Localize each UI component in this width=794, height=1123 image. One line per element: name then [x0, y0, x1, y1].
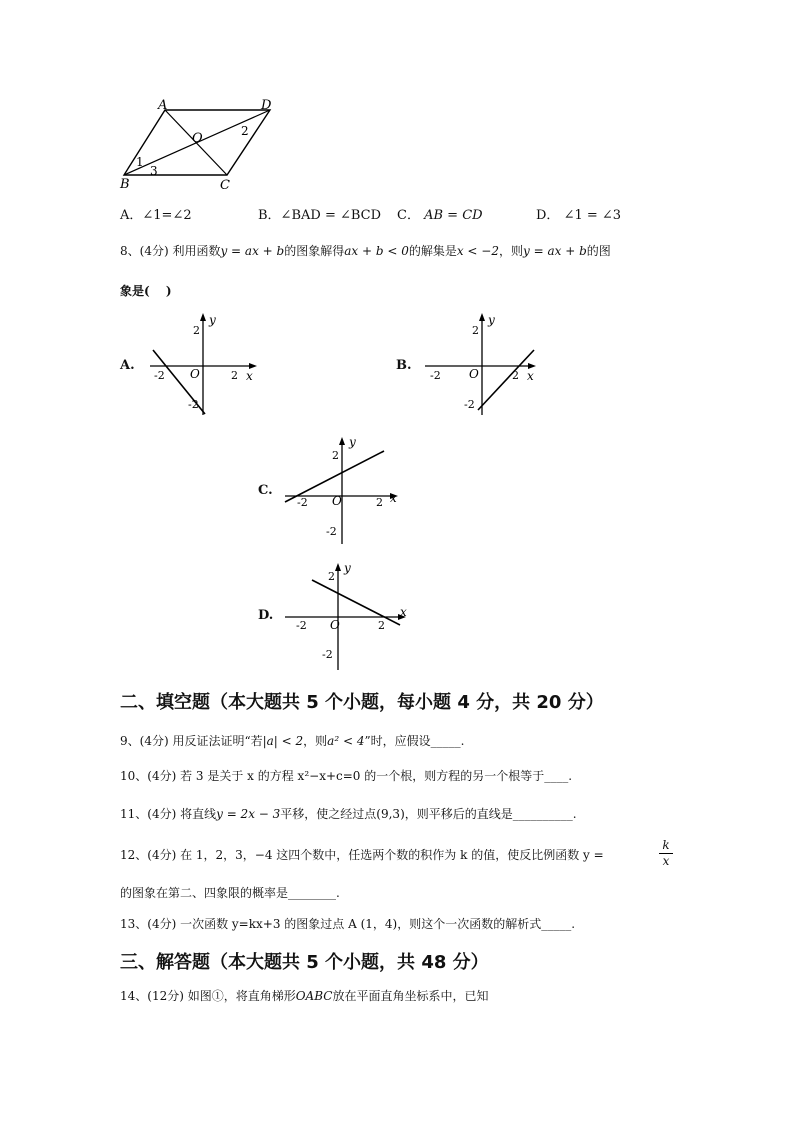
- q12-fraction-denominator: x: [659, 853, 673, 869]
- q14: 14、(12分) 如图①，将直角梯形OABC放在平面直角坐标系中，已知: [120, 989, 489, 1003]
- q8-graph-b: [422, 310, 542, 420]
- svg-text:2: 2: [512, 369, 519, 382]
- svg-text:O: O: [332, 494, 342, 508]
- q7-option-c: C． AB = CD: [397, 208, 483, 223]
- svg-text:x: x: [527, 369, 534, 383]
- svg-text:2: 2: [332, 449, 339, 462]
- q8-option-c-label: C.: [258, 483, 273, 498]
- q7-option-b: B．∠BAD = ∠BCD: [258, 208, 382, 223]
- svg-text:x: x: [400, 605, 407, 619]
- svg-text:-2: -2: [326, 525, 337, 538]
- section-2-heading: 二、填空题（本大题共 5 个小题，每小题 4 分，共 20 分）: [120, 692, 604, 713]
- svg-text:2: 2: [472, 324, 479, 337]
- svg-text:O: O: [330, 618, 340, 632]
- label-c: C: [220, 178, 230, 193]
- q8-graph-a: [145, 310, 260, 420]
- q8-graph-d: [282, 560, 412, 672]
- svg-text:y: y: [344, 561, 351, 575]
- q12-fraction: [659, 838, 673, 869]
- svg-text:2: 2: [328, 570, 335, 583]
- q10: 10、(4分) 若 3 是关于 x 的方程 x²−x+c=0 的一个根，则方程的另一个根等于____.: [120, 769, 573, 783]
- label-b: B: [120, 177, 130, 192]
- svg-text:-2: -2: [464, 398, 475, 411]
- svg-text:x: x: [246, 369, 253, 383]
- q8-option-d-label: D.: [258, 608, 274, 623]
- q11: 11、(4分) 将直线y = 2x − 3平移，使之经过点(9,3)，则平移后的直线是__________.: [120, 807, 577, 821]
- q8-stem: 8、(4分) 利用函数y = ax + b的图象解得ax + b < 0的解集是x < −2，则y = ax + b的图: [120, 244, 611, 258]
- svg-text:y: y: [488, 313, 495, 327]
- svg-text:-2: -2: [154, 369, 165, 382]
- svg-text:2: 2: [193, 324, 200, 337]
- svg-text:O: O: [190, 367, 200, 381]
- angle-2-label: 2: [241, 124, 249, 138]
- svg-text:y: y: [209, 313, 216, 327]
- svg-text:x: x: [390, 491, 397, 505]
- svg-text:-2: -2: [297, 496, 308, 509]
- label-a: A: [158, 98, 168, 113]
- q7-option-d: D． ∠1 = ∠3: [536, 208, 622, 223]
- parallelogram-figure: [112, 96, 282, 194]
- q8-option-a-label: A.: [120, 358, 135, 373]
- svg-text:y: y: [349, 435, 356, 449]
- q7-option-a: A．∠1=∠2: [120, 208, 192, 223]
- svg-text:O: O: [469, 367, 479, 381]
- q8-option-b-label: B.: [396, 358, 412, 373]
- q9: 9、(4分) 用反证法证明“若|a| < 2，则a² < 4”时，应假设_____.: [120, 734, 465, 748]
- q8-graph-b-line: [478, 350, 534, 410]
- q13: 13、(4分) 一次函数 y=kx+3 的图象过点 A (1，4)，则这个一次函数的解析式_____.: [120, 917, 576, 931]
- svg-text:-2: -2: [188, 398, 199, 411]
- svg-text:2: 2: [376, 496, 383, 509]
- label-d: D: [261, 98, 272, 113]
- svg-text:-2: -2: [296, 619, 307, 632]
- q8-graph-c: [282, 434, 404, 546]
- angle-1-label: 1: [136, 155, 144, 169]
- q12-line2: 的图象在第二、四象限的概率是________.: [120, 886, 340, 900]
- q8-graph-d-line: [312, 580, 400, 625]
- svg-text:2: 2: [378, 619, 385, 632]
- section-3-heading: 三、解答题（本大题共 5 个小题，共 48 分）: [120, 952, 489, 973]
- label-o: O: [192, 131, 203, 146]
- q12-fraction-numerator: k: [662, 838, 670, 852]
- svg-text:-2: -2: [430, 369, 441, 382]
- angle-3-label: 3: [150, 164, 158, 178]
- svg-text:-2: -2: [322, 648, 333, 661]
- q8-stem-line2: 象是( ): [120, 284, 172, 298]
- svg-text:2: 2: [231, 369, 238, 382]
- q12: 12、(4分) 在 1，2，3，−4 这四个数中，任选两个数的积作为 k 的值，使反比例函数 y =: [120, 848, 604, 862]
